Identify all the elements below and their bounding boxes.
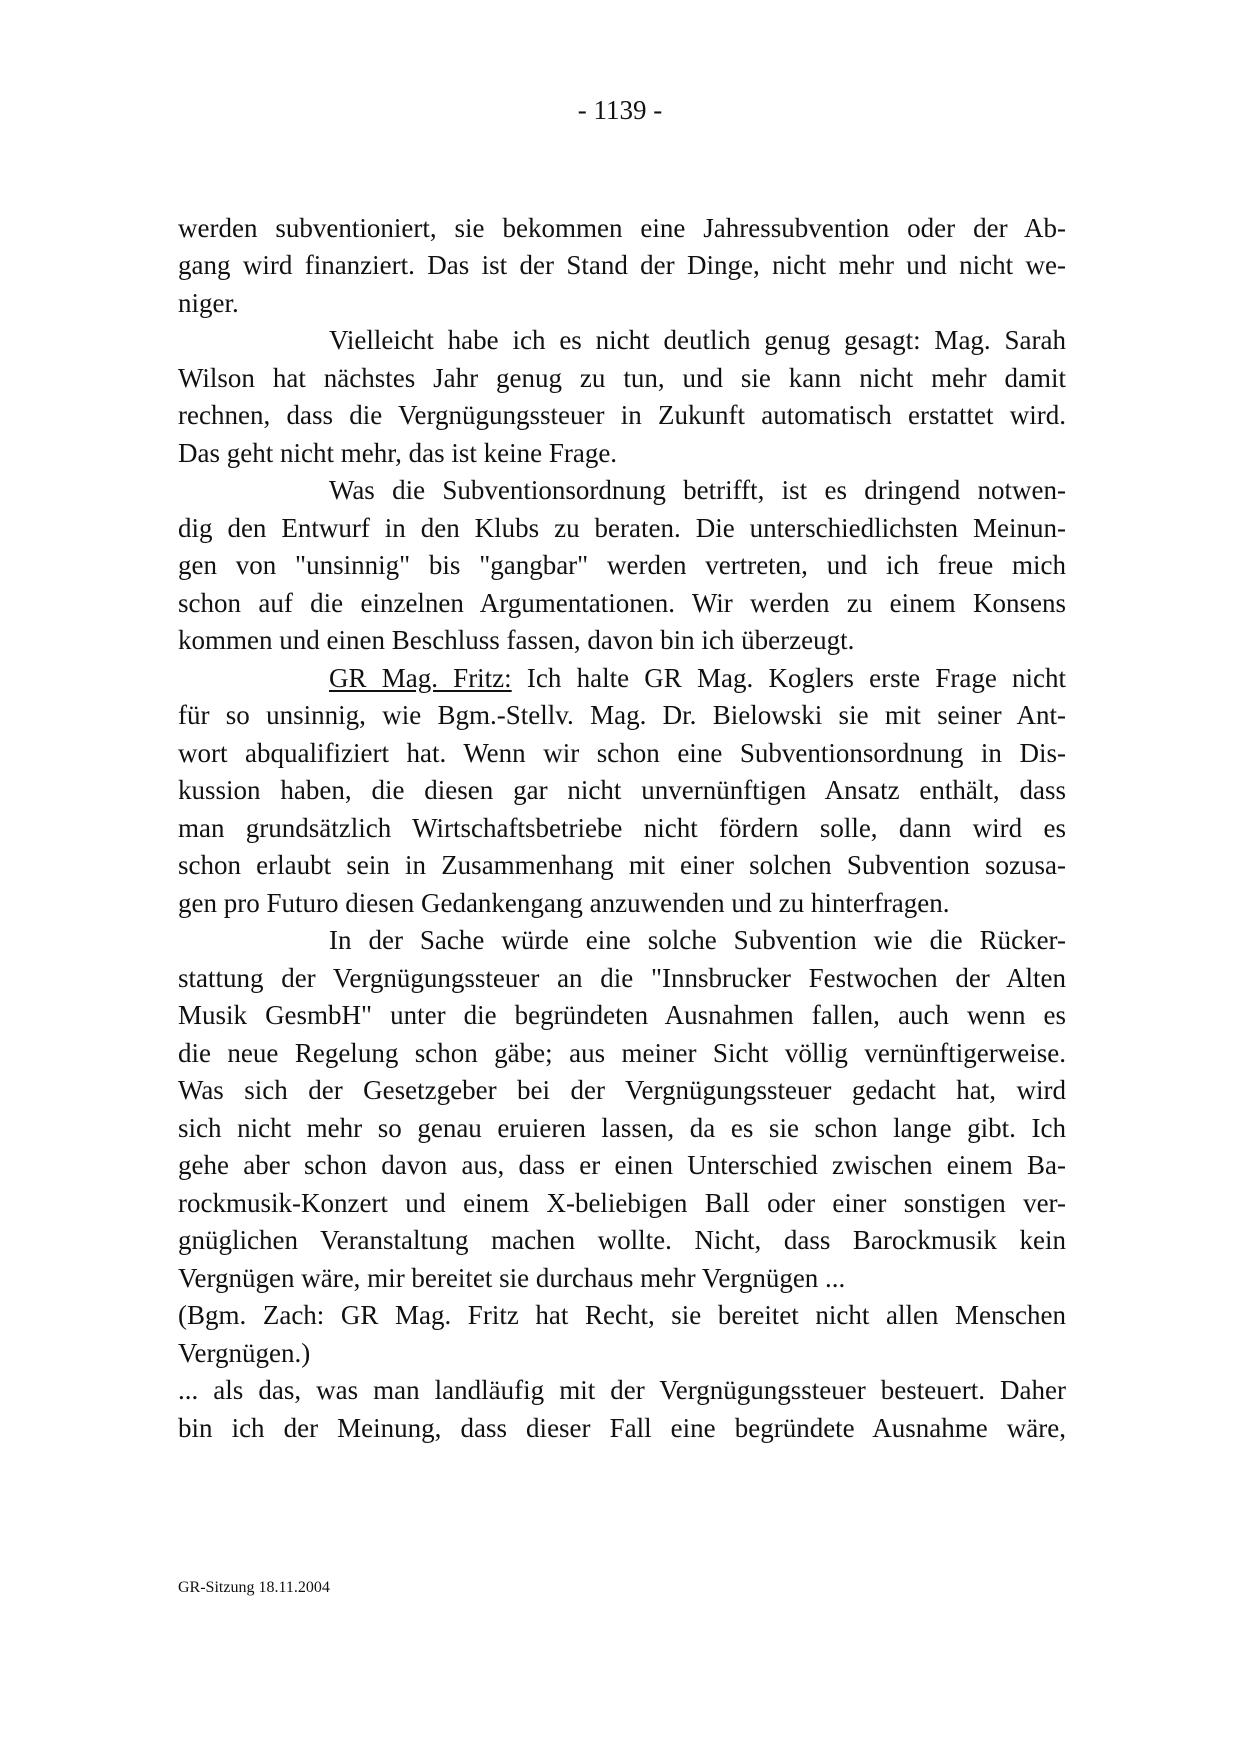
- text-line: gehe aber schon davon aus, dass er einen Unterschied zwischen einem Ba-: [178, 1150, 1066, 1180]
- page-number: - 1139 -: [577, 95, 663, 125]
- text-line: werden subventioniert, sie bekommen eine Jahressubvention oder der Ab-: [178, 213, 1066, 243]
- text-line: bin ich der Meinung, dass dieser Fall eine begründete Ausnahme wäre,: [178, 1413, 1066, 1443]
- text-line: für so unsinnig, wie Bgm.-Stellv. Mag. Dr. Bielowski sie mit seiner Ant-: [178, 700, 1066, 730]
- text-line: Musik GesmbH" unter die begründeten Ausnahmen fallen, auch wenn es: [178, 1000, 1066, 1030]
- footer: GR-Sitzung 18.11.2004: [178, 1579, 330, 1596]
- text-line: kommen und einen Beschluss fassen, davon bin ich überzeugt.: [178, 625, 855, 655]
- text-line: rechnen, dass die Vergnügungssteuer in Zukunft automatisch erstattet wird.: [178, 400, 1066, 430]
- text-line: rockmusik-Konzert und einem X-beliebigen Ball oder einer sonstigen ver-: [178, 1188, 1066, 1218]
- text-line: ... als das, was man landläufig mit der Vergnügungssteuer besteuert. Daher: [178, 1375, 1066, 1405]
- text-line: (Bgm. Zach: GR Mag. Fritz hat Recht, sie bereitet nicht allen Menschen: [178, 1300, 1066, 1330]
- text-line: wort abqualifiziert hat. Wenn wir schon eine Subventionsordnung in Dis-: [178, 738, 1066, 768]
- text-line: sich nicht mehr so genau eruieren lassen, da es sie schon lange gibt. Ich: [178, 1113, 1066, 1143]
- text-line: Vergnügen.): [178, 1338, 311, 1368]
- speaker-label: GR Mag. Fritz:: [329, 663, 512, 693]
- text-line: Wilson hat nächstes Jahr genug zu tun, und sie kann nicht mehr damit: [178, 363, 1066, 393]
- text-line: niger.: [178, 288, 239, 318]
- text-line: die neue Regelung schon gäbe; aus meiner Sicht völlig vernünftigerweise.: [178, 1038, 1066, 1068]
- text-line: Was sich der Gesetzgeber bei der Vergnügungssteuer gedacht hat, wird: [178, 1075, 1066, 1105]
- text-line: gang wird finanziert. Das ist der Stand der Dinge, nicht mehr und nicht we-: [178, 250, 1066, 280]
- text-line: Was die Subventionsordnung betrifft, ist es dringend notwen-: [329, 475, 1066, 505]
- text-line: gen von "unsinnig" bis "gangbar" werden vertreten, und ich freue mich: [178, 550, 1066, 580]
- text-line: gen pro Futuro diesen Gedankengang anzuwenden und zu hinterfragen.: [178, 888, 950, 918]
- text-line: kussion haben, die diesen gar nicht unvernünftigen Ansatz enthält, dass: [178, 775, 1066, 805]
- speaker-text: Ich halte GR Mag. Koglers erste Frage nicht: [526, 663, 1067, 693]
- text-line: schon erlaubt sein in Zusammenhang mit einer solchen Subvention sozusa-: [178, 850, 1066, 880]
- text-line: schon auf die einzelnen Argumentationen. Wir werden zu einem Konsens: [178, 588, 1066, 618]
- text-line: dig den Entwurf in den Klubs zu beraten. Die unterschiedlichsten Meinun-: [178, 513, 1066, 543]
- text-line: Das geht nicht mehr, das ist keine Frage.: [178, 438, 618, 468]
- text-line: Vielleicht habe ich es nicht deutlich genug gesagt: Mag. Sarah: [329, 325, 1066, 355]
- speaker-line: [329, 660, 1066, 696]
- text-line: stattung der Vergnügungssteuer an die "Innsbrucker Festwochen der Alten: [178, 963, 1066, 993]
- text-line: gnüglichen Veranstaltung machen wollte. Nicht, dass Barockmusik kein: [178, 1225, 1066, 1255]
- text-line: In der Sache würde eine solche Subvention wie die Rücker-: [329, 925, 1066, 955]
- text-line: man grundsätzlich Wirtschaftsbetriebe nicht fördern solle, dann wird es: [178, 813, 1066, 843]
- text-line: Vergnügen wäre, mir bereitet sie durchaus mehr Vergnügen ...: [178, 1263, 846, 1293]
